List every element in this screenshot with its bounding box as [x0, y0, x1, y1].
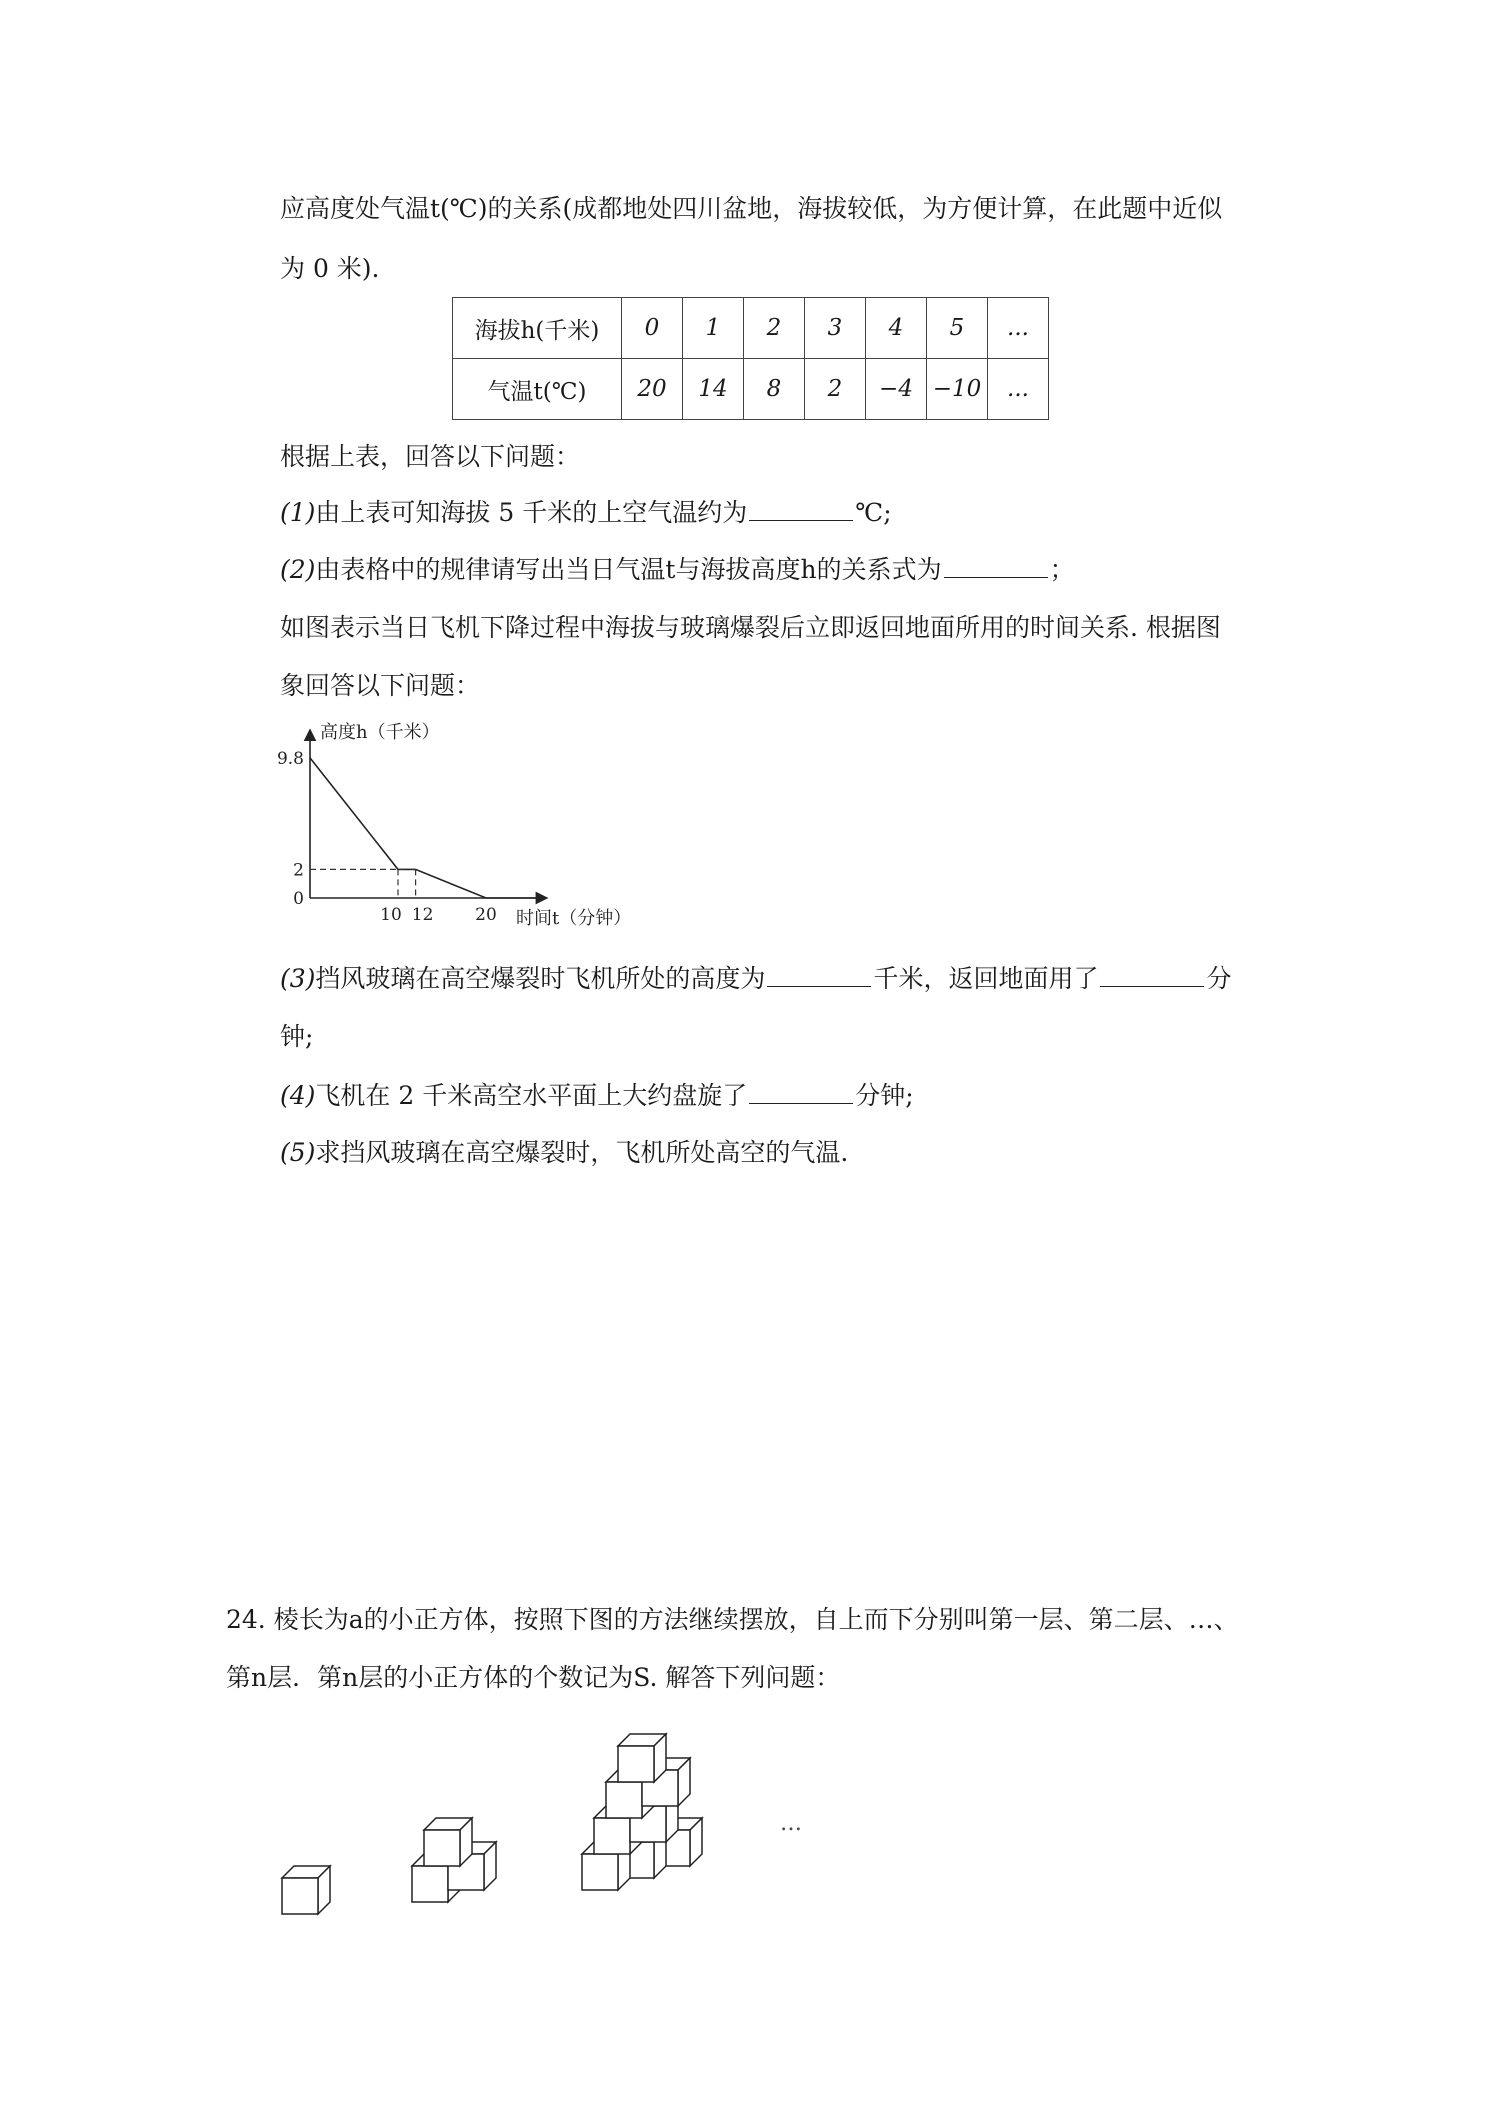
cube [424, 1818, 472, 1866]
question-text: 千米，返回地面用了 [873, 964, 1099, 993]
question-number: (1) [280, 498, 316, 527]
y-tick-label: 0 [293, 889, 304, 909]
altitude-time-chart [270, 718, 690, 948]
table-cell: −10 [927, 359, 988, 420]
question-4 [280, 1079, 914, 1113]
intro-line-2: 为 0 米). [280, 254, 380, 283]
question-text: 求挡风玻璃在高空爆裂时，飞机所处高空的气温. [315, 1138, 849, 1167]
question-text: 由表格中的规律请写出当日气温t与海拔高度h的关系式为 [315, 555, 942, 584]
y-axis-label: 高度h（千米） [320, 722, 440, 743]
table-cell: 2 [744, 298, 805, 359]
table-row [453, 298, 1049, 359]
temperature-table [452, 297, 1049, 420]
answer-blank[interactable] [749, 1081, 853, 1104]
question-3 [280, 962, 1231, 996]
table-cell: 2 [805, 359, 866, 420]
question-1 [280, 496, 892, 530]
question-2 [280, 553, 1075, 587]
questions-lead: 根据上表，回答以下问题： [280, 442, 581, 471]
table-cell: 3 [805, 298, 866, 359]
question-number: (5) [280, 1138, 316, 1167]
table-cell: 4 [866, 298, 927, 359]
question-3-continued: 钟; [280, 1022, 314, 1051]
cube [618, 1734, 666, 1782]
table-cell: 0 [622, 298, 683, 359]
table-cell: −4 [866, 359, 927, 420]
question-text: 飞机在 2 千米高空水平面上大约盘旋了 [315, 1081, 748, 1110]
table-cell: ... [988, 359, 1049, 420]
table-row-header: 海拔h(千米) [453, 298, 622, 359]
table-cell: ... [988, 298, 1049, 359]
question-number: (2) [280, 555, 316, 584]
question-text: ℃; [855, 498, 892, 527]
table-cell: 1 [683, 298, 744, 359]
question-5 [280, 1136, 848, 1170]
answer-blank[interactable] [767, 964, 871, 987]
cube [282, 1866, 330, 1914]
problem-24-line-2: 第n层．第n层的小正方体的个数记为S. 解答下列问题： [226, 1663, 841, 1692]
x-tick-label: 10 [380, 905, 402, 925]
question-text: ； [1049, 555, 1075, 584]
x-tick-label: 12 [411, 905, 434, 925]
cube-stacks-figure [270, 1720, 830, 1960]
question-text: 分 [1206, 964, 1232, 993]
question-text: 挡风玻璃在高空爆裂时飞机所处的高度为 [315, 964, 766, 993]
table-cell: 5 [927, 298, 988, 359]
question-text: 由上表可知海拔 5 千米的上空气温约为 [315, 498, 748, 527]
table-cell: 14 [683, 359, 744, 420]
y-tick-label: 9.8 [276, 748, 304, 769]
altitude-line [310, 758, 539, 898]
figure-ellipsis: … [780, 1811, 802, 1836]
answer-blank[interactable] [749, 498, 853, 521]
table-row [453, 359, 1049, 420]
problem-24-line-1: 24. 棱长为a的小正方体，按照下图的方法继续摆放，自上而下分别叫第一层、第二层、…、 [226, 1605, 1239, 1634]
answer-blank[interactable] [1100, 964, 1204, 987]
answer-blank[interactable] [944, 555, 1048, 578]
graph-intro-line-1: 如图表示当日飞机下降过程中海拔与玻璃爆裂后立即返回地面所用的时间关系. 根据图 [280, 613, 1221, 642]
table-row-header: 气温t(℃) [453, 359, 622, 420]
question-number: (3) [280, 964, 316, 993]
table-cell: 20 [622, 359, 683, 420]
question-number: (4) [280, 1081, 316, 1110]
y-tick-label: 2 [293, 860, 304, 881]
x-axis-label: 时间t（分钟） [516, 908, 632, 929]
x-tick-label: 20 [475, 905, 497, 925]
question-text: 分钟; [855, 1081, 914, 1110]
intro-line-1: 应高度处气温t(℃)的关系(成都地处四川盆地，海拔较低，为方便计算，在此题中近似 [280, 194, 1223, 223]
graph-intro-line-2: 象回答以下问题： [280, 671, 481, 700]
table-cell: 8 [744, 359, 805, 420]
